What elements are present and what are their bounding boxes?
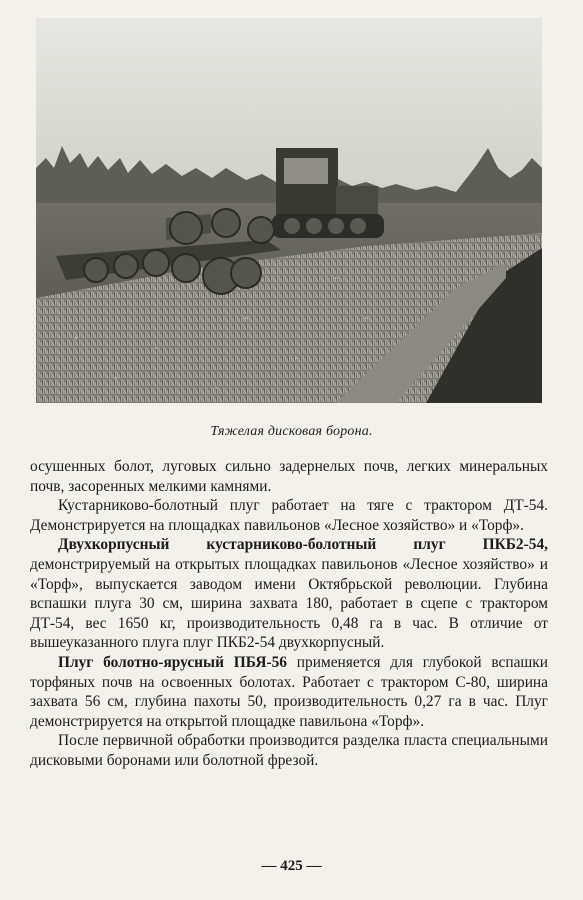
tractor-photo xyxy=(36,18,542,403)
paragraph xyxy=(30,535,548,653)
paragraph-text: применяется для глубокой вспашки торфяных почв на освоенных болотах. Работает с трактором С-80, ширина захвата 56 см, глубина пахоты 50, производительность 0,27 га в час. Плуг демонстрируется на открытой площадке павильона «Торф». xyxy=(30,653,548,730)
paragraph-text: Кустарниково-болотный плуг работает на тяге с трактором ДТ-54. Демонстрируется на площадках павильонов «Лесное хозяйство» и «Торф». xyxy=(30,497,548,534)
paragraph xyxy=(30,731,548,770)
figure-caption: Тяжелая дисковая борона. xyxy=(210,424,373,439)
paragraph-text: После первичной обработки производится разделка пласта специальными дисковыми боронами или болотной фрезой. xyxy=(30,732,548,769)
paragraph-lead: Двухкорпусный кустарниково-болотный плуг ПКБ2-54, xyxy=(58,536,548,554)
paragraph xyxy=(30,496,548,535)
paragraph-lead: Плуг болотно-ярусный ПБЯ-56 xyxy=(58,653,287,671)
paragraph-text: осушенных болот, луговых сильно задернелых почв, легких минеральных почв, засоренных мелкими камнями. xyxy=(30,458,548,495)
paragraph xyxy=(30,653,548,731)
photo-illustration xyxy=(36,18,542,403)
paragraph xyxy=(30,457,548,496)
body-text xyxy=(30,457,548,771)
page-number: — 425 — xyxy=(261,858,322,874)
paragraph-text: демонстрируемый на открытых площадках павильонов «Лесное хозяйство» и «Торф», выпускается заводом имени Октябрьской революции. Глубина вспашки плуга 30 см, ширина захвата 180, работает в сцепе с трактором ДТ-54, вес 1650 кг, производительность 0,48 га в час. В отличие от вышеуказанного плуга плуг ПКБ2-54 двухкорпусный. xyxy=(30,555,548,652)
